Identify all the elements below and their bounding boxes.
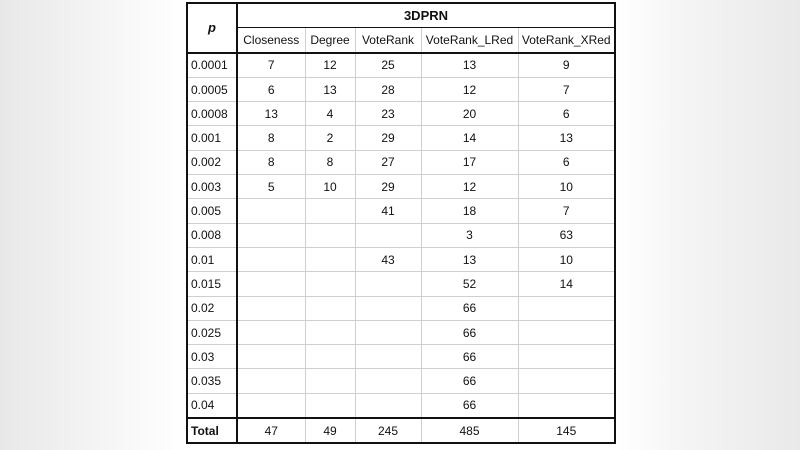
value-cell: 10: [518, 247, 615, 271]
table-header-row-top: [187, 3, 615, 28]
p-value-cell: 0.03: [187, 345, 237, 369]
table-row: [187, 126, 615, 150]
total-label: Total: [187, 418, 237, 443]
value-cell: [355, 272, 421, 296]
table-row: [187, 345, 615, 369]
value-cell: [518, 320, 615, 344]
group-title: 3DPRN: [237, 3, 615, 28]
table-row: [187, 102, 615, 126]
value-cell: [237, 345, 305, 369]
value-cell: 66: [421, 345, 518, 369]
p-value-cell: 0.005: [187, 199, 237, 223]
value-cell: [355, 345, 421, 369]
table-row: [187, 223, 615, 247]
results-table: [186, 2, 616, 444]
value-cell: 13: [421, 53, 518, 78]
value-cell: [355, 393, 421, 418]
value-cell: 66: [421, 393, 518, 418]
value-cell: 28: [355, 77, 421, 101]
value-cell: 29: [355, 175, 421, 199]
value-cell: [305, 272, 355, 296]
value-cell: [237, 393, 305, 418]
column-header-voterank: VoteRank: [355, 28, 421, 53]
table-row: [187, 369, 615, 393]
p-value-cell: 0.001: [187, 126, 237, 150]
table-row: [187, 296, 615, 320]
value-cell: 10: [305, 175, 355, 199]
value-cell: [518, 296, 615, 320]
total-value-cell: 485: [421, 418, 518, 443]
value-cell: [305, 247, 355, 271]
value-cell: 6: [237, 77, 305, 101]
p-value-cell: 0.008: [187, 223, 237, 247]
table-body: [187, 53, 615, 444]
value-cell: 9: [518, 53, 615, 78]
value-cell: [305, 345, 355, 369]
background-left: [0, 0, 186, 450]
value-cell: 43: [355, 247, 421, 271]
p-value-cell: 0.01: [187, 247, 237, 271]
total-value-cell: 49: [305, 418, 355, 443]
value-cell: 13: [518, 126, 615, 150]
value-cell: 14: [518, 272, 615, 296]
value-cell: 8: [237, 126, 305, 150]
total-value-cell: 47: [237, 418, 305, 443]
table-row: [187, 272, 615, 296]
value-cell: 6: [518, 102, 615, 126]
value-cell: 25: [355, 53, 421, 78]
total-row: [187, 418, 615, 443]
value-cell: [518, 393, 615, 418]
p-column-header: p: [187, 3, 237, 53]
background-right: [616, 0, 800, 450]
value-cell: 7: [518, 199, 615, 223]
value-cell: [237, 199, 305, 223]
value-cell: [305, 223, 355, 247]
value-cell: [355, 223, 421, 247]
total-value-cell: 145: [518, 418, 615, 443]
table-row: [187, 175, 615, 199]
p-value-cell: 0.0008: [187, 102, 237, 126]
table-row: [187, 199, 615, 223]
value-cell: 52: [421, 272, 518, 296]
value-cell: [518, 345, 615, 369]
table-row: [187, 393, 615, 418]
value-cell: [355, 296, 421, 320]
value-cell: 66: [421, 369, 518, 393]
value-cell: 63: [518, 223, 615, 247]
value-cell: 5: [237, 175, 305, 199]
value-cell: [355, 369, 421, 393]
value-cell: [305, 369, 355, 393]
value-cell: [518, 369, 615, 393]
value-cell: [237, 296, 305, 320]
value-cell: [237, 272, 305, 296]
column-header-closeness: Closeness: [237, 28, 305, 53]
column-header-voterank-lred: VoteRank_LRed: [421, 28, 518, 53]
value-cell: [355, 320, 421, 344]
value-cell: 23: [355, 102, 421, 126]
value-cell: [305, 320, 355, 344]
value-cell: 18: [421, 199, 518, 223]
value-cell: 13: [305, 77, 355, 101]
p-value-cell: 0.025: [187, 320, 237, 344]
value-cell: [237, 320, 305, 344]
value-cell: [305, 393, 355, 418]
value-cell: 8: [305, 150, 355, 174]
value-cell: 41: [355, 199, 421, 223]
total-value-cell: 245: [355, 418, 421, 443]
table-row: [187, 247, 615, 271]
p-value-cell: 0.002: [187, 150, 237, 174]
table-row: [187, 53, 615, 78]
value-cell: 8: [237, 150, 305, 174]
value-cell: 17: [421, 150, 518, 174]
column-header-degree: Degree: [305, 28, 355, 53]
value-cell: 7: [518, 77, 615, 101]
value-cell: 12: [421, 175, 518, 199]
value-cell: [237, 223, 305, 247]
value-cell: 6: [518, 150, 615, 174]
value-cell: 27: [355, 150, 421, 174]
p-value-cell: 0.015: [187, 272, 237, 296]
p-value-cell: 0.0001: [187, 53, 237, 78]
value-cell: [237, 369, 305, 393]
value-cell: 7: [237, 53, 305, 78]
value-cell: 14: [421, 126, 518, 150]
p-value-cell: 0.035: [187, 369, 237, 393]
p-value-cell: 0.02: [187, 296, 237, 320]
value-cell: [305, 199, 355, 223]
value-cell: 20: [421, 102, 518, 126]
p-value-cell: 0.0005: [187, 77, 237, 101]
value-cell: 10: [518, 175, 615, 199]
value-cell: 66: [421, 320, 518, 344]
table-row: [187, 150, 615, 174]
value-cell: 3: [421, 223, 518, 247]
table-header-row-columns: [187, 28, 615, 53]
value-cell: 29: [355, 126, 421, 150]
value-cell: [305, 296, 355, 320]
value-cell: 12: [305, 53, 355, 78]
p-value-cell: 0.003: [187, 175, 237, 199]
value-cell: 4: [305, 102, 355, 126]
column-header-voterank-xred: VoteRank_XRed: [518, 28, 615, 53]
value-cell: 66: [421, 296, 518, 320]
value-cell: 12: [421, 77, 518, 101]
value-cell: [237, 247, 305, 271]
value-cell: 2: [305, 126, 355, 150]
table-row: [187, 320, 615, 344]
p-value-cell: 0.04: [187, 393, 237, 418]
value-cell: 13: [421, 247, 518, 271]
table-row: [187, 77, 615, 101]
value-cell: 13: [237, 102, 305, 126]
